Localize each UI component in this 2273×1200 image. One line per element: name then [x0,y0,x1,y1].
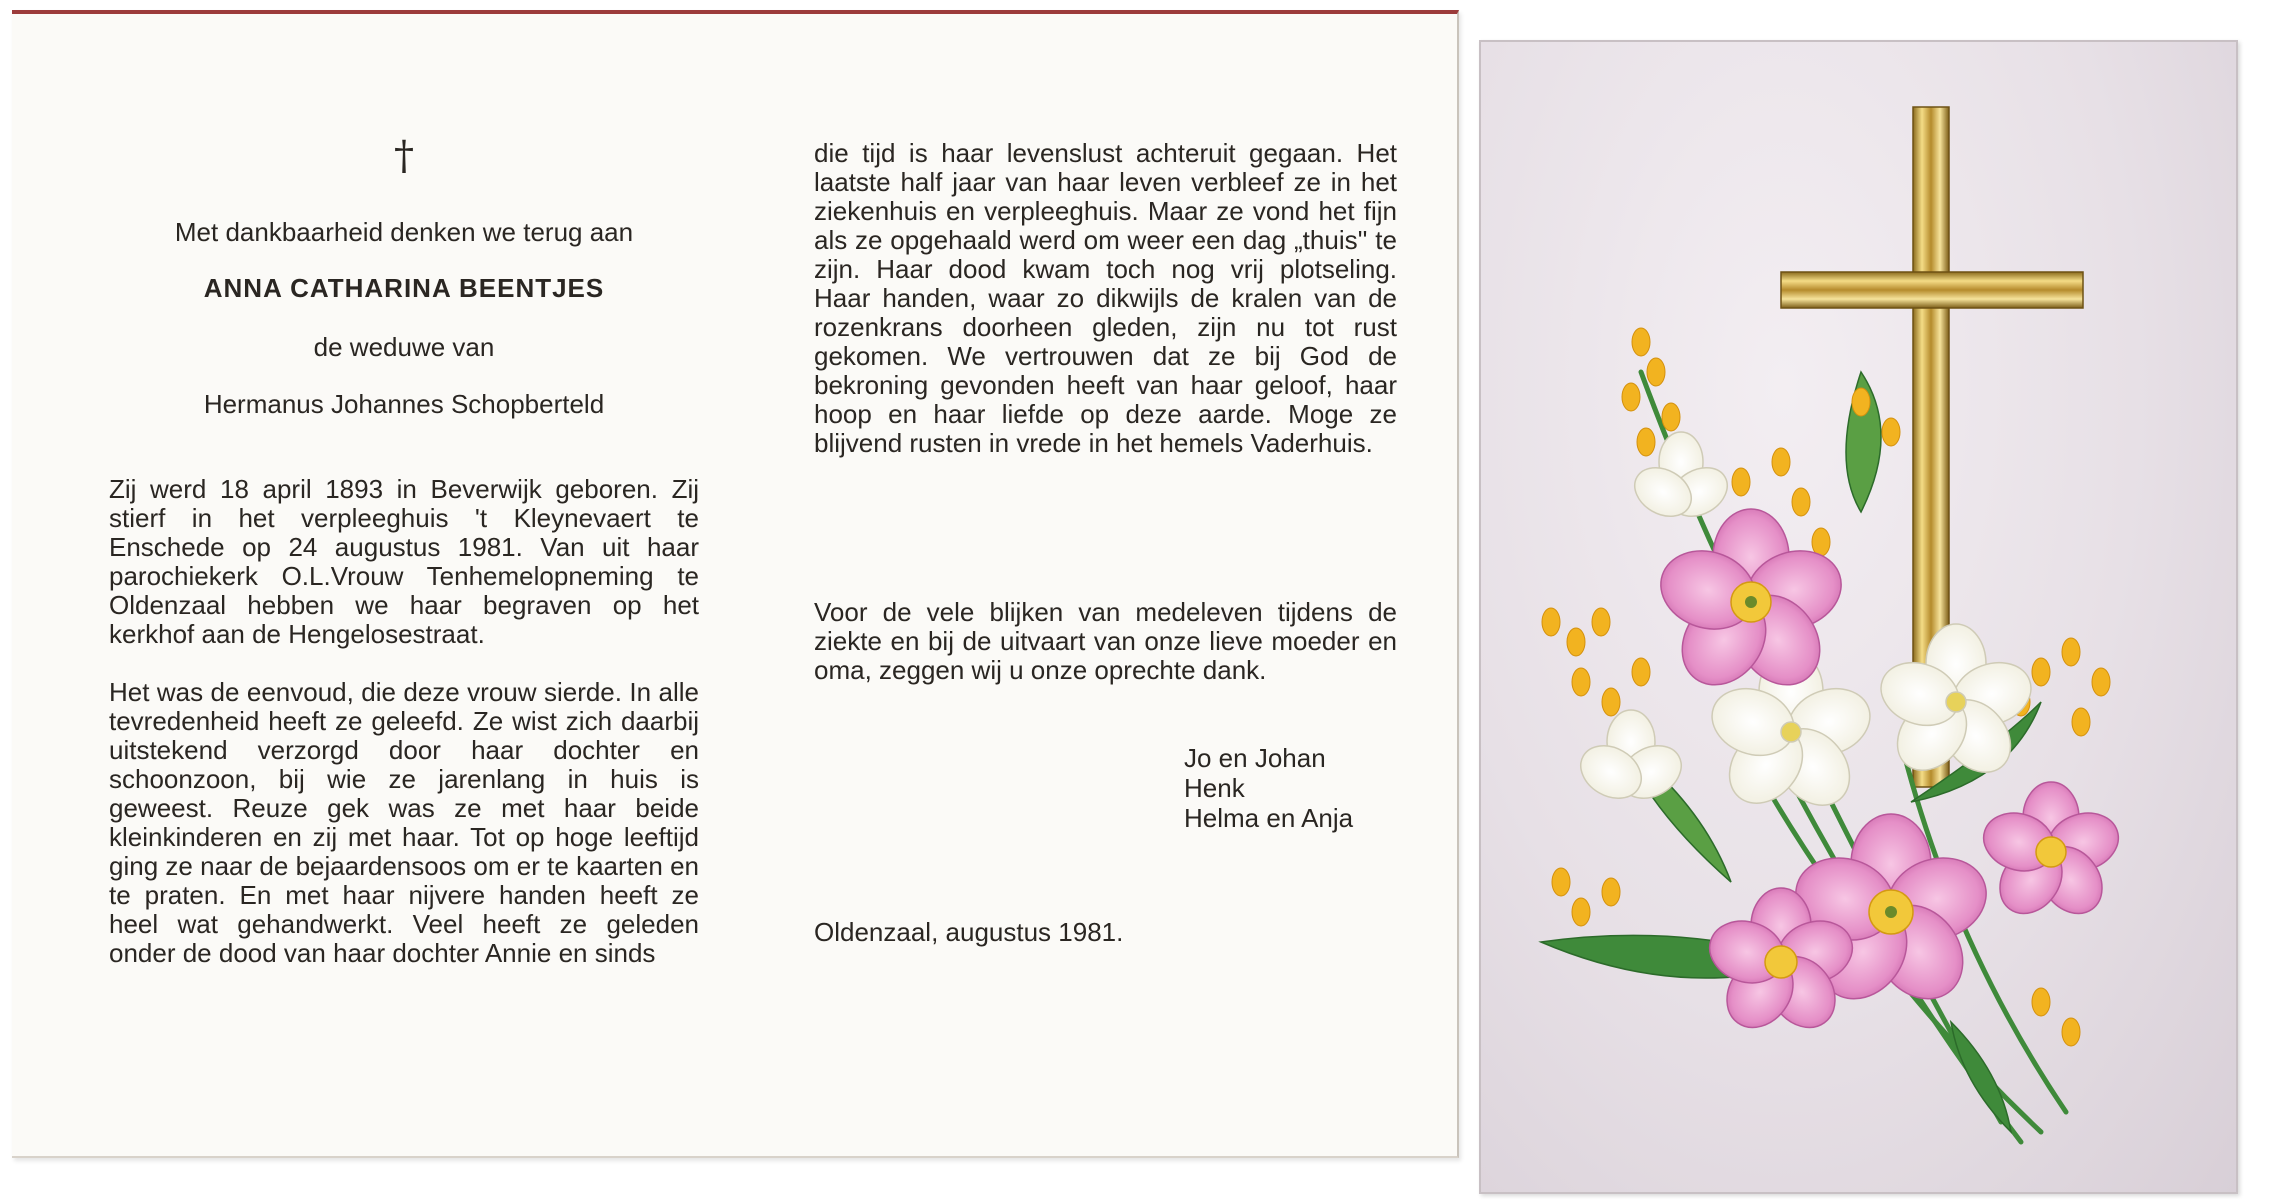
spouse-name: Hermanus Johannes Schopberteld [203,389,605,419]
cross-icon: † [394,133,414,179]
left-column [109,134,699,997]
deceased-name: ANNA CATHARINA BEENTJES [203,273,605,303]
biography-paragraph: Zij werd 18 april 1893 in Beverwijk geboren. Zij stierf in het verpleeghuis 't Kleynevaert te Enschede op 24 augustus 1981. Van uit haar parochiekerk O.L.Vrouw Tenhemelopneming te Oldenzaal hebben we haar begraven op het kerkhof aan de Hengelosestraat. [109,474,699,649]
continuation-paragraph: die tijd is haar levenslust achteruit gegaan. Het laatste half jaar van haar leven verbleef ze in het ziekenhuis en verpleeghuis. Maar ze vond het fijn als ze opgehaald werd om weer een dag „thuis'' te zijn. Haar dood kwam toch nog vrij plotseling. Haar handen, waar zo dikwijls de kralen van de rozenkrans doorheen gleden, zijn nu tot rust gekomen. We vertrouwen dat ze bij God de bekroning gevonden heeft van haar geloof, haar hoop en haar liefde op deze aarde. Moge ze blijvend rusten in vrede in het hemels Vaderhuis. [814,138,1397,458]
memorial-card-picture [1479,40,2238,1194]
signatory: Helma en Anja [1184,803,1354,833]
right-column [814,139,1397,947]
place-date: Oldenzaal, augustus 1981. [814,917,1124,947]
character-paragraph: Het was de eenvoud, die deze vrouw sierde. In alle tevredenheid heeft ze geleefd. Ze wist zich daarbij uitstekend verzorgd door haar dochter en schoonzoon, bij wie ze jarenlang in huis is geweest. Reuze gek was ze met haar beide kleinkinderen en zij met haar. Tot op hoge leeftijd ging ze naar de bejaardensoos om er te kaarten en te praten. En met haar nijvere handen heeft ze heel wat gehandwerkt. Veel heeft ze geleden onder de dood van haar dochter Annie en sinds [109,677,699,968]
intro-line: Met dankbaarheid denken we terug aan [174,217,634,247]
signatory: Henk [1184,773,1245,803]
relation-line: de weduwe van [313,332,495,362]
cross-with-flowers-illustration [1481,42,2236,1192]
pink-primroses [1651,509,2126,1040]
memorial-card-text-page [12,10,1459,1158]
signatories [1184,743,1397,833]
thanks-paragraph: Voor de vele blijken van medeleven tijdens de ziekte en bij de uitvaart van onze lieve moeder en oma, zeggen wij u onze oprechte dank. [814,597,1397,685]
signatory: Jo en Johan [1184,743,1326,773]
